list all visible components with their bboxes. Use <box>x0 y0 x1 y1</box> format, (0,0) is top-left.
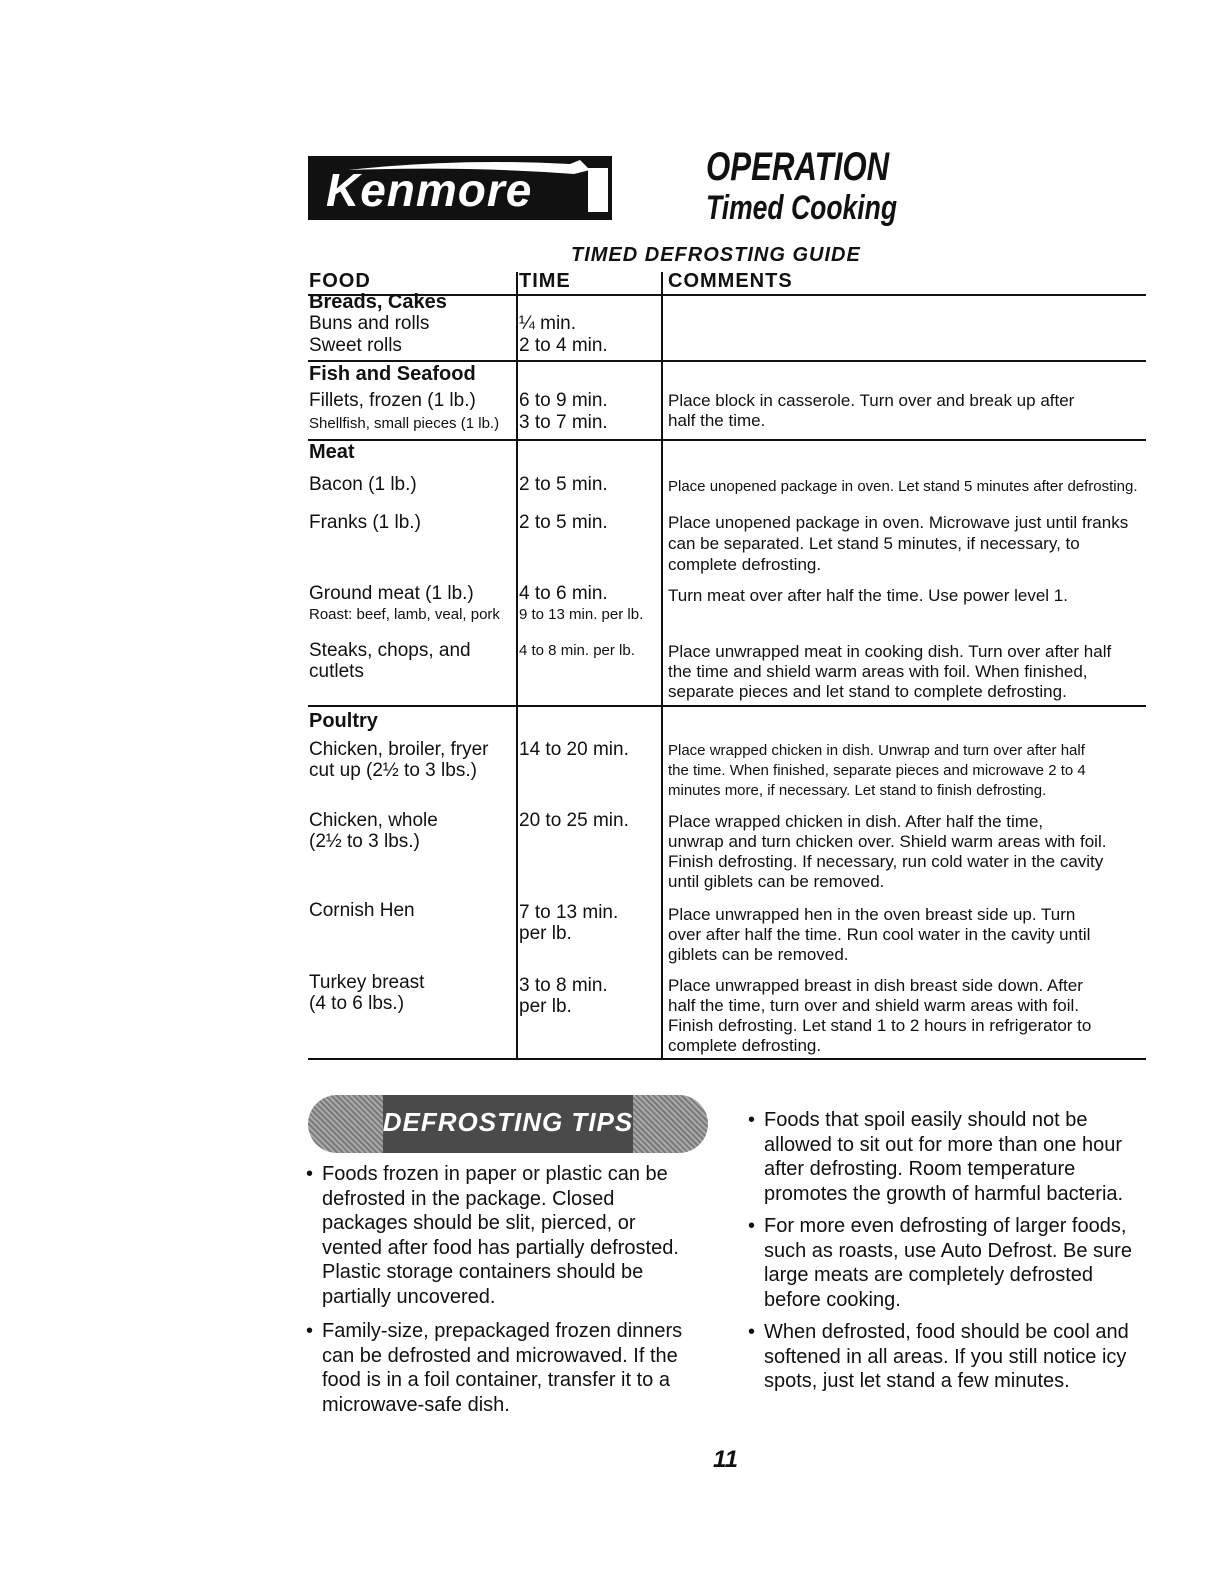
food-comment: the time and shield warm areas with foil. When finished, <box>668 662 1088 681</box>
food-comment: Place unopened package in oven. Microwave just until franks <box>668 513 1129 532</box>
food-name: Franks (1 lb.) <box>309 512 421 533</box>
bullet-icon: • <box>748 1109 756 1131</box>
food-time: 3 to 8 min. <box>519 975 608 996</box>
col-header-time: TIME <box>519 270 571 292</box>
food-name: Fillets, frozen (1 lb.) <box>309 390 476 411</box>
page-number: 11 <box>713 1446 738 1473</box>
category-label: Meat <box>309 441 355 463</box>
food-time: per lb. <box>519 923 572 944</box>
food-name: Shellfish, small pieces (1 lb.) <box>309 415 500 432</box>
food-comment: Place block in casserole. Turn over and break up after <box>668 391 1075 410</box>
food-comment: Place unwrapped breast in dish breast side down. After <box>668 976 1083 995</box>
food-comment: Place unopened package in oven. Let stand 5 minutes after defrosting. <box>668 478 1138 495</box>
food-comment: unwrap and turn chicken over. Shield warm areas with foil. <box>668 832 1107 851</box>
food-comment: half the time. <box>668 411 766 430</box>
food-time: 4 to 6 min. <box>519 583 608 604</box>
food-time: 7 to 13 min. <box>519 902 619 923</box>
tip-item: • For more even defrosting of larger foods, such as roasts, use Auto Defrost. Be sure large meats are completely defrosted before cooking. <box>748 1215 1132 1311</box>
tip-item: • Foods frozen in paper or plastic can be defrosted in the package. Closed packages should be slit, pierced, or vented after food has partially defrosted. Plastic storage containers should be partially uncovered. <box>306 1163 679 1308</box>
food-time: 2 to 5 min. <box>519 512 608 533</box>
table-bottom-rule <box>308 1058 1146 1060</box>
page-subtitle: Timed Cooking <box>706 189 898 227</box>
food-name: Buns and rolls <box>309 313 430 334</box>
food-time: 4 to 8 min. per lb. <box>519 642 635 659</box>
tips-title: DEFROSTING TIPS <box>382 1107 634 1137</box>
food-comment: Turn meat over after half the time. Use power level 1. <box>668 586 1068 605</box>
col-header-comments: COMMENTS <box>668 270 793 292</box>
food-time: 3 to 7 min. <box>519 412 608 433</box>
logo-wordmark: Kenmore <box>326 164 533 216</box>
food-comment: separate pieces and let stand to complete defrosting. <box>668 682 1067 701</box>
food-time: ¼ min. <box>519 313 577 334</box>
category-label: Fish and Seafood <box>309 363 476 385</box>
bullet-icon: • <box>748 1321 756 1343</box>
food-comment: complete defrosting. <box>668 1036 822 1055</box>
food-comment: over after half the time. Run cool water in the cavity until <box>668 925 1091 944</box>
food-time: 9 to 13 min. per lb. <box>519 606 644 623</box>
category-label: Breads, Cakes <box>309 291 447 313</box>
page-title: OPERATION <box>706 145 890 189</box>
bullet-icon: • <box>306 1320 314 1342</box>
food-name: cut up (2½ to 3 lbs.) <box>309 760 477 781</box>
food-comment: until giblets can be removed. <box>668 872 885 891</box>
food-name: Roast: beef, lamb, veal, pork <box>309 606 500 623</box>
food-comment: can be separated. Let stand 5 minutes, if necessary, to <box>668 534 1080 553</box>
food-name: Cornish Hen <box>309 900 415 921</box>
section-rule <box>308 360 1146 362</box>
food-name: Sweet rolls <box>309 335 402 356</box>
col-header-food: FOOD <box>309 270 371 292</box>
food-name: Ground meat (1 lb.) <box>309 583 474 604</box>
defrosting-tips-banner <box>308 1095 708 1153</box>
food-comment: Place wrapped chicken in dish. Unwrap and turn over after half <box>668 742 1085 759</box>
food-time: 2 to 5 min. <box>519 474 608 495</box>
food-comment: Finish defrosting. Let stand 1 to 2 hours in refrigerator to <box>668 1016 1092 1035</box>
food-comment: Place unwrapped meat in cooking dish. Turn over after half <box>668 642 1112 661</box>
bullet-icon: • <box>748 1215 756 1237</box>
food-name: Steaks, chops, and <box>309 640 471 661</box>
tip-item: • Family-size, prepackaged frozen dinners can be defrosted and microwaved. If the food is in a foil container, transfer it to a microwave-safe dish. <box>306 1320 683 1416</box>
food-name: Turkey breast <box>309 972 425 993</box>
food-time: 20 to 25 min. <box>519 810 629 831</box>
tip-item: • When defrosted, food should be cool and softened in all areas. If you still notice icy spots, just let stand a few minutes. <box>748 1321 1129 1392</box>
food-name: Chicken, whole <box>309 810 438 831</box>
time-column-divider <box>516 272 518 1060</box>
tip-item: • Foods that spoil easily should not be allowed to sit out for more than one hour after defrosting. Room temperature promotes the growth of harmful bacteria. <box>748 1109 1124 1205</box>
food-time: 14 to 20 min. <box>519 739 629 760</box>
food-time: per lb. <box>519 996 572 1017</box>
food-comment: minutes more, if necessary. Let stand to finish defrosting. <box>668 782 1047 799</box>
comment-column-divider <box>661 272 663 1060</box>
guide-title: TIMED DEFROSTING GUIDE <box>571 244 861 266</box>
food-time: 6 to 9 min. <box>519 390 608 411</box>
category-label: Poultry <box>309 710 378 732</box>
food-comment: half the time, turn over and shield warm areas with foil. <box>668 996 1080 1015</box>
food-name: Bacon (1 lb.) <box>309 474 417 495</box>
food-time: 2 to 4 min. <box>519 335 608 356</box>
food-name: (4 to 6 lbs.) <box>309 993 405 1014</box>
food-name: cutlets <box>309 661 364 682</box>
food-comment: Place wrapped chicken in dish. After half the time, <box>668 812 1044 831</box>
food-comment: Place unwrapped hen in the oven breast side up. Turn <box>668 905 1076 924</box>
food-name: Chicken, broiler, fryer <box>309 739 489 760</box>
food-comment: the time. When finished, separate pieces and microwave 2 to 4 <box>668 762 1086 779</box>
food-comment: complete defrosting. <box>668 555 822 574</box>
bullet-icon: • <box>306 1163 314 1185</box>
kenmore-logo <box>308 156 612 220</box>
food-name: (2½ to 3 lbs.) <box>309 831 420 852</box>
section-rule <box>308 705 1146 707</box>
food-comment: Finish defrosting. If necessary, run cold water in the cavity <box>668 852 1104 871</box>
food-comment: giblets can be removed. <box>668 945 849 964</box>
section-rule <box>308 439 1146 441</box>
